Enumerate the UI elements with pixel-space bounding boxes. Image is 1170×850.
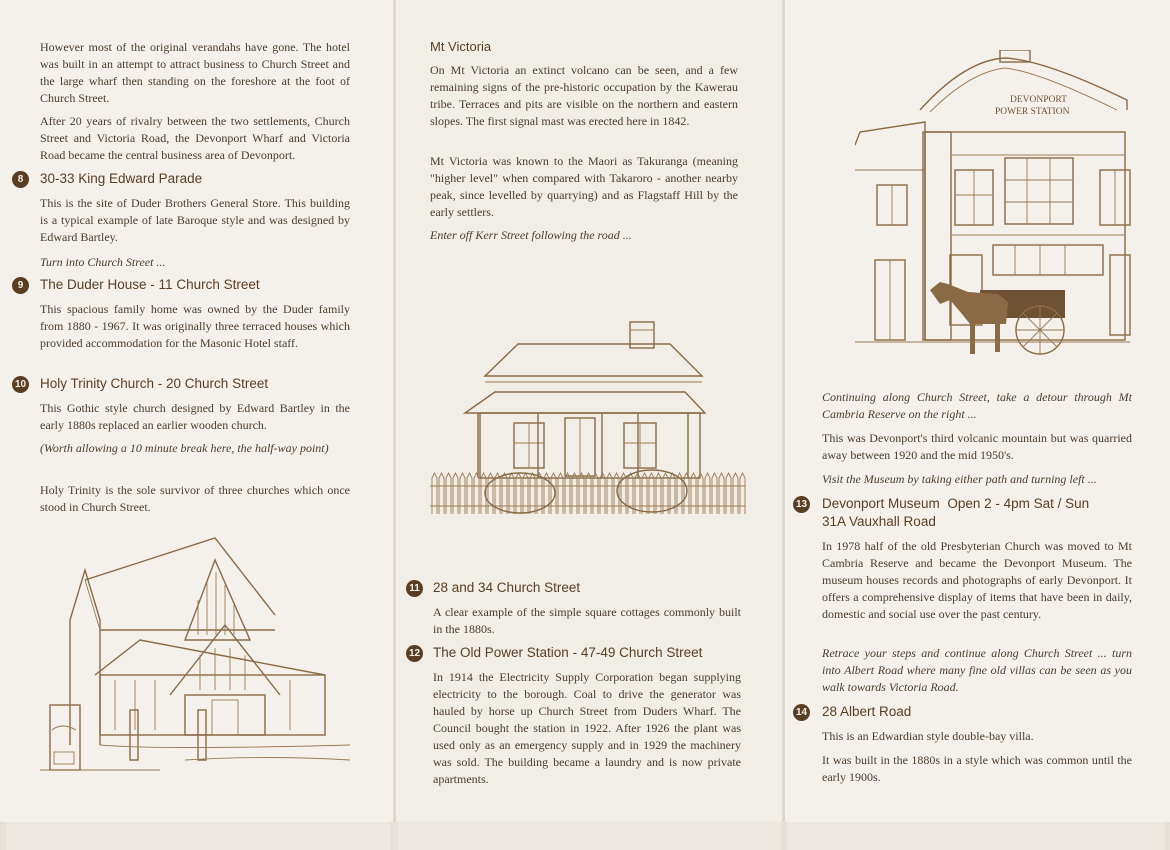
fence-picket [642,473,647,514]
fence-picket [663,473,668,514]
building-sign: POWER STATION [995,107,1070,117]
fence-picket [586,473,591,514]
stop-heading: The Duder House - 11 Church Street [40,277,260,292]
stop-heading: 28 and 34 Church Street [433,580,581,595]
direction-text: Turn into Church Street ... [40,255,166,269]
walking-direction [430,227,738,244]
direction-text: Retrace your steps and continue along Church Street ... turn into Albert Road where many fine old villas can be seen as you walk towards Victoria Road. [822,646,1132,694]
paragraph-text: In 1978 half of the old Presbyterian Church was moved to Mt Cambria Reserve and became the Devonport Museum. The museum houses records and photographs of early Devonport. It offers a comprehensive display of items that have been in daily, domestic and social use over the past century. [822,539,1132,621]
fence-picket [523,473,528,514]
fence-picket [530,473,535,514]
stop-description [40,195,350,246]
stop-description [40,482,350,516]
stop-heading: The Old Power Station - 47-49 Church Street [433,645,703,660]
paragraph-text: In 1914 the Electricity Supply Corporation began supplying electricity to the borough. Coal to drive the generator was hauled by horse up Church Street from Duders Wharf. The Council bought the station in 1922. After 1926 the plant was used only as an emergency supply and in 1929 the machinery was sold. The building became a laundry and is now private apartments. [433,670,741,786]
fence-picket [432,473,437,514]
fence-picket [467,473,472,514]
stop-heading-title: Devonport Museum [822,496,940,511]
cottage-illustration [430,318,750,523]
fence-picket [733,473,738,514]
fence-picket [474,473,479,514]
stop-number-badge: 10 [12,376,29,393]
bottom-edge-segment [398,822,781,850]
fence-picket [453,473,458,514]
fence-picket [740,473,745,514]
paragraph-text: This is an Edwardian style double-bay villa. [822,729,1034,743]
walking-direction [822,471,1132,488]
paragraph-text: Holy Trinity is the sole survivor of three churches which once stood in Church Street. [40,483,350,514]
paragraph-text: After 20 years of rivalry between the two settlements, Church Street and Victoria Road, the Devonport Wharf and Victoria Road became the central business area of Devonport. [40,114,350,162]
bottom-edge-segment [6,822,390,850]
stop-number-badge: 8 [12,171,29,188]
fence-picket [572,473,577,514]
paragraph-text: It was built in the 1880s in a style which was common until the early 1900s. [822,753,1132,784]
stop-note [40,440,350,457]
section-heading: Mt Victoria [430,39,492,54]
paragraph-text: Mt Victoria was known to the Maori as Takuranga (meaning "higher level" when compared with Takaroro - another nearby peak, since levelled by quarrying) and as Flagstaff Hill by the early settlers. [430,154,738,219]
stop-description [433,604,741,638]
fence-picket [649,473,654,514]
stop-heading [822,496,1089,511]
paragraph-text: However most of the original verandahs have gone. The hotel was built in an attempt to attract business to Church Street and the large wharf then standing on the foreshore at the foot of Church Street. [40,40,350,105]
paragraph-text: This spacious family home was owned by the Duder family from 1880 - 1967. It was originally three terraced houses which provided accommodation for the Masonic Hotel staff. [40,302,350,350]
stop-number-badge: 11 [406,580,423,597]
fence-picket [614,473,619,514]
fence-picket [488,473,493,514]
stop-description [822,728,1132,745]
direction-text: Enter off Kerr Street following the road ... [430,228,632,242]
fence-picket [502,473,507,514]
stop-description [822,538,1132,623]
fold-line [393,0,396,850]
fence-picket [705,473,710,514]
stop-heading: 28 Albert Road [822,704,912,719]
fence-picket [446,473,451,514]
fence-picket [719,473,724,514]
fence-picket [509,473,514,514]
stop-number-badge: 13 [793,496,810,513]
fence-picket [537,473,542,514]
museum-address: 31A Vauxhall Road [822,514,936,529]
walking-direction [40,254,350,271]
fold-line [782,0,785,850]
museum-hours: Open 2 - 4pm Sat / Sun [947,496,1090,511]
mt-cambria-paragraph [822,430,1132,464]
walking-direction [822,645,1132,696]
fence-picket [460,473,465,514]
stop-description [40,400,350,434]
bottom-edge-segment [787,822,1165,850]
stop-description [433,669,741,788]
mt-victoria-paragraph [430,153,738,221]
rivalry-paragraph [40,113,350,164]
building-sign: DEVONPORT [1010,95,1067,105]
fence-picket [600,473,605,514]
stop-number-badge: 9 [12,277,29,294]
stop-heading: 30-33 King Edward Parade [40,171,203,186]
fence-picket [635,473,640,514]
power-station-illustration [855,50,1135,375]
fence-picket [558,473,563,514]
note-text: (Worth allowing a 10 minute break here, the half-way point) [40,441,329,455]
stop-description [822,752,1132,786]
fence-picket [516,473,521,514]
fence-picket [698,473,703,514]
fence-picket [593,473,598,514]
mt-victoria-paragraph [430,62,738,130]
fence-picket [565,473,570,514]
walking-direction [822,389,1132,423]
direction-text: Visit the Museum by taking either path and turning left ... [822,472,1097,486]
fence-picket [656,473,661,514]
stop-description [40,301,350,352]
fence-picket [439,473,444,514]
stop-number-badge: 12 [406,645,423,662]
paragraph-text: This Gothic style church designed by Edward Bartley in the early 1880s replaced an earlier wooden church. [40,401,350,432]
direction-text: Continuing along Church Street, take a detour through Mt Cambria Reserve on the right ... [822,390,1132,421]
fence-picket [726,473,731,514]
paragraph-text: On Mt Victoria an extinct volcano can be seen, and a few remaining signs of the pre-historic occupation by the Kawerau tribe. Terraces and pits are visible on the northern and eastern slopes. The first signal mast was erected here in 1842. [430,63,738,128]
fence-picket [712,473,717,514]
fence-picket [579,473,584,514]
stop-heading: Holy Trinity Church - 20 Church Street [40,376,269,391]
fence-picket [691,473,696,514]
church-illustration [40,530,360,780]
paragraph-text: A clear example of the simple square cottages commonly built in the 1880s. [433,605,741,636]
stop-number-badge: 14 [793,704,810,721]
paragraph-text: This was Devonport's third volcanic mountain but was quarried away between 1920 and the mid 1950's. [822,431,1132,462]
fence-picket [607,473,612,514]
intro-paragraph [40,39,350,107]
paragraph-text: This is the site of Duder Brothers General Store. This building is a typical example of late Baroque style and was designed by Edward Bartley. [40,196,350,244]
